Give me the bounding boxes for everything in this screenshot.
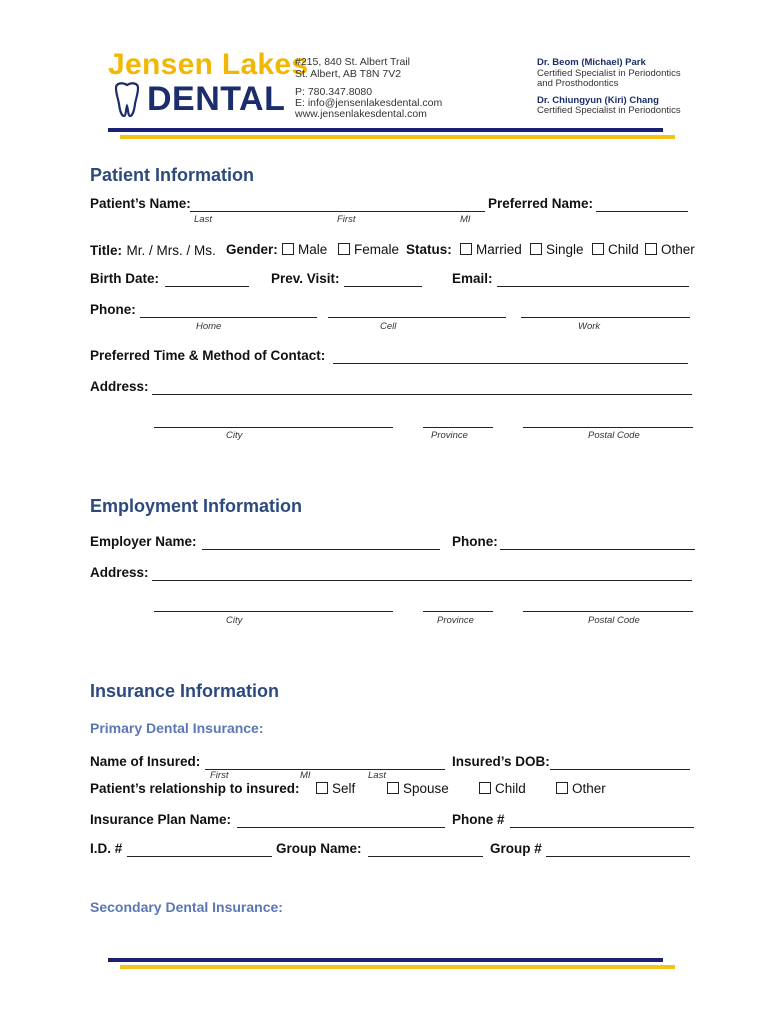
doctor1-credential-2: and Prosthodontics (537, 78, 619, 89)
doctor1-credential-1: Certified Specialist in Periodontics (537, 68, 681, 79)
status-single-option[interactable] (530, 242, 584, 257)
doctor2-name: Dr. Chiungyun (Kiri) Chang (537, 95, 659, 106)
address-street-field[interactable] (152, 394, 692, 395)
preferred-name-field[interactable] (596, 211, 688, 212)
patient-name-field[interactable] (190, 211, 485, 212)
footer-rule-yellow (120, 965, 675, 969)
header-rule-yellow (120, 135, 675, 139)
prev-visit-field[interactable] (344, 286, 422, 287)
checkbox-married[interactable] (460, 243, 472, 255)
employer-address-city-field[interactable] (154, 611, 393, 612)
address-province-field[interactable] (423, 427, 493, 428)
relationship-self-label: Self (332, 781, 356, 796)
gender-female-label: Female (354, 242, 400, 257)
name-sub-last: Last (194, 214, 212, 225)
checkbox-rel-other[interactable] (556, 782, 568, 794)
name-sub-first: First (337, 214, 356, 225)
preferred-name-label: Preferred Name: (488, 196, 594, 211)
insured-sub-last: Last (368, 770, 386, 781)
phone-sub-work: Work (578, 321, 601, 332)
clinic-phone: P: 780.347.8080 (295, 86, 373, 98)
address-postal-field[interactable] (523, 427, 693, 428)
insured-sub-mi: MI (300, 770, 311, 781)
relationship-spouse-label: Spouse (403, 781, 449, 796)
address-sub-postal: Postal Code (588, 430, 640, 441)
status-single-label: Single (546, 242, 584, 257)
group-name-label: Group Name: (276, 841, 362, 856)
insured-name-label: Name of Insured: (90, 754, 201, 769)
employer-address-sub-postal: Postal Code (588, 615, 640, 626)
logo-jensen-lakes: Jensen Lakes (108, 48, 309, 81)
status-other-option[interactable] (645, 242, 695, 257)
employer-phone-field[interactable] (500, 549, 695, 550)
insurance-phone-field[interactable] (510, 827, 694, 828)
phone-sub-home: Home (196, 321, 222, 332)
phone-label: Phone: (90, 302, 136, 317)
header-rule-blue (108, 128, 663, 132)
status-married-option[interactable] (460, 242, 522, 257)
doctor2-credential: Certified Specialist in Periodontics (537, 105, 681, 116)
checkbox-rel-child[interactable] (479, 782, 491, 794)
relationship-other-label: Other (572, 781, 606, 796)
relationship-other-option[interactable] (556, 781, 606, 796)
employer-address-sub-city: City (226, 615, 243, 626)
employer-phone-label: Phone: (452, 534, 498, 549)
prev-visit-label: Prev. Visit: (271, 271, 340, 286)
birth-date-label: Birth Date: (90, 271, 160, 286)
address-sub-city: City (226, 430, 243, 441)
name-sub-mi: MI (460, 214, 471, 225)
clinic-address-line1: #215, 840 St. Albert Trail (295, 56, 410, 68)
employer-address-sub-province: Province (437, 615, 474, 626)
insured-name-field[interactable] (205, 769, 445, 770)
insured-dob-field[interactable] (550, 769, 690, 770)
status-child-label: Child (608, 242, 639, 257)
clinic-website: www.jensenlakesdental.com (295, 108, 427, 120)
gender-male-label: Male (298, 242, 328, 257)
checkbox-spouse[interactable] (387, 782, 399, 794)
gender-male-option[interactable] (282, 242, 327, 257)
group-number-label: Group # (490, 841, 542, 856)
contact-method-field[interactable] (333, 363, 688, 364)
group-number-field[interactable] (546, 856, 690, 857)
logo-dental: DENTAL (147, 80, 286, 118)
relationship-child-option[interactable] (479, 781, 526, 796)
gender-label: Gender: (226, 242, 278, 257)
employer-name-label: Employer Name: (90, 534, 197, 549)
checkbox-other[interactable] (645, 243, 657, 255)
contact-method-label: Preferred Time & Method of Contact: (90, 348, 326, 363)
employer-address-label: Address: (90, 565, 149, 580)
status-other-label: Other (661, 242, 695, 257)
patient-name-label: Patient’s Name: (90, 196, 191, 211)
primary-insurance-title: Primary Dental Insurance: (90, 720, 264, 736)
relationship-self-option[interactable] (316, 781, 355, 796)
plan-name-field[interactable] (237, 827, 445, 828)
group-name-field[interactable] (368, 856, 483, 857)
id-label: I.D. # (90, 841, 123, 856)
phone-cell-field[interactable] (328, 317, 506, 318)
title-label: Title: (90, 243, 123, 258)
relationship-label: Patient’s relationship to insured: (90, 781, 300, 796)
checkbox-single[interactable] (530, 243, 542, 255)
doctor1-name: Dr. Beom (Michael) Park (537, 57, 646, 68)
checkbox-child[interactable] (592, 243, 604, 255)
checkbox-male[interactable] (282, 243, 294, 255)
birth-date-field[interactable] (165, 286, 249, 287)
insurance-section-title: Insurance Information (90, 681, 280, 701)
status-child-option[interactable] (592, 242, 639, 257)
checkbox-self[interactable] (316, 782, 328, 794)
plan-name-label: Insurance Plan Name: (90, 812, 232, 827)
relationship-child-label: Child (495, 781, 526, 796)
title-options[interactable]: Mr. / Mrs. / Ms. (126, 243, 216, 258)
phone-sub-cell: Cell (380, 321, 397, 332)
employer-name-field[interactable] (202, 549, 440, 550)
tooth-icon (112, 82, 142, 118)
address-label: Address: (90, 379, 149, 394)
employer-address-province-field[interactable] (423, 611, 493, 612)
insured-sub-first: First (210, 770, 229, 781)
employer-address-street-field[interactable] (152, 580, 692, 581)
address-city-field[interactable] (154, 427, 393, 428)
patient-section-title: Patient Information (90, 165, 255, 185)
checkbox-female[interactable] (338, 243, 350, 255)
secondary-insurance-title: Secondary Dental Insurance: (90, 899, 283, 915)
phone-work-field[interactable] (521, 317, 690, 318)
clinic-address-line2: St. Albert, AB T8N 7V2 (295, 68, 402, 80)
phone-home-field[interactable] (140, 317, 317, 318)
address-sub-province: Province (431, 430, 468, 441)
email-label: Email: (452, 271, 493, 286)
clinic-email: E: info@jensenlakesdental.com (295, 97, 443, 109)
insured-dob-label: Insured’s DOB: (452, 754, 550, 769)
employment-section-title: Employment Information (90, 496, 303, 516)
status-label: Status: (406, 242, 452, 257)
relationship-spouse-option[interactable] (387, 781, 449, 796)
id-field[interactable] (127, 856, 272, 857)
footer-rule-blue (108, 958, 663, 962)
insurance-phone-label: Phone # (452, 812, 505, 827)
employer-address-postal-field[interactable] (523, 611, 693, 612)
email-field[interactable] (497, 286, 689, 287)
status-married-label: Married (476, 242, 522, 257)
gender-female-option[interactable] (338, 242, 399, 257)
